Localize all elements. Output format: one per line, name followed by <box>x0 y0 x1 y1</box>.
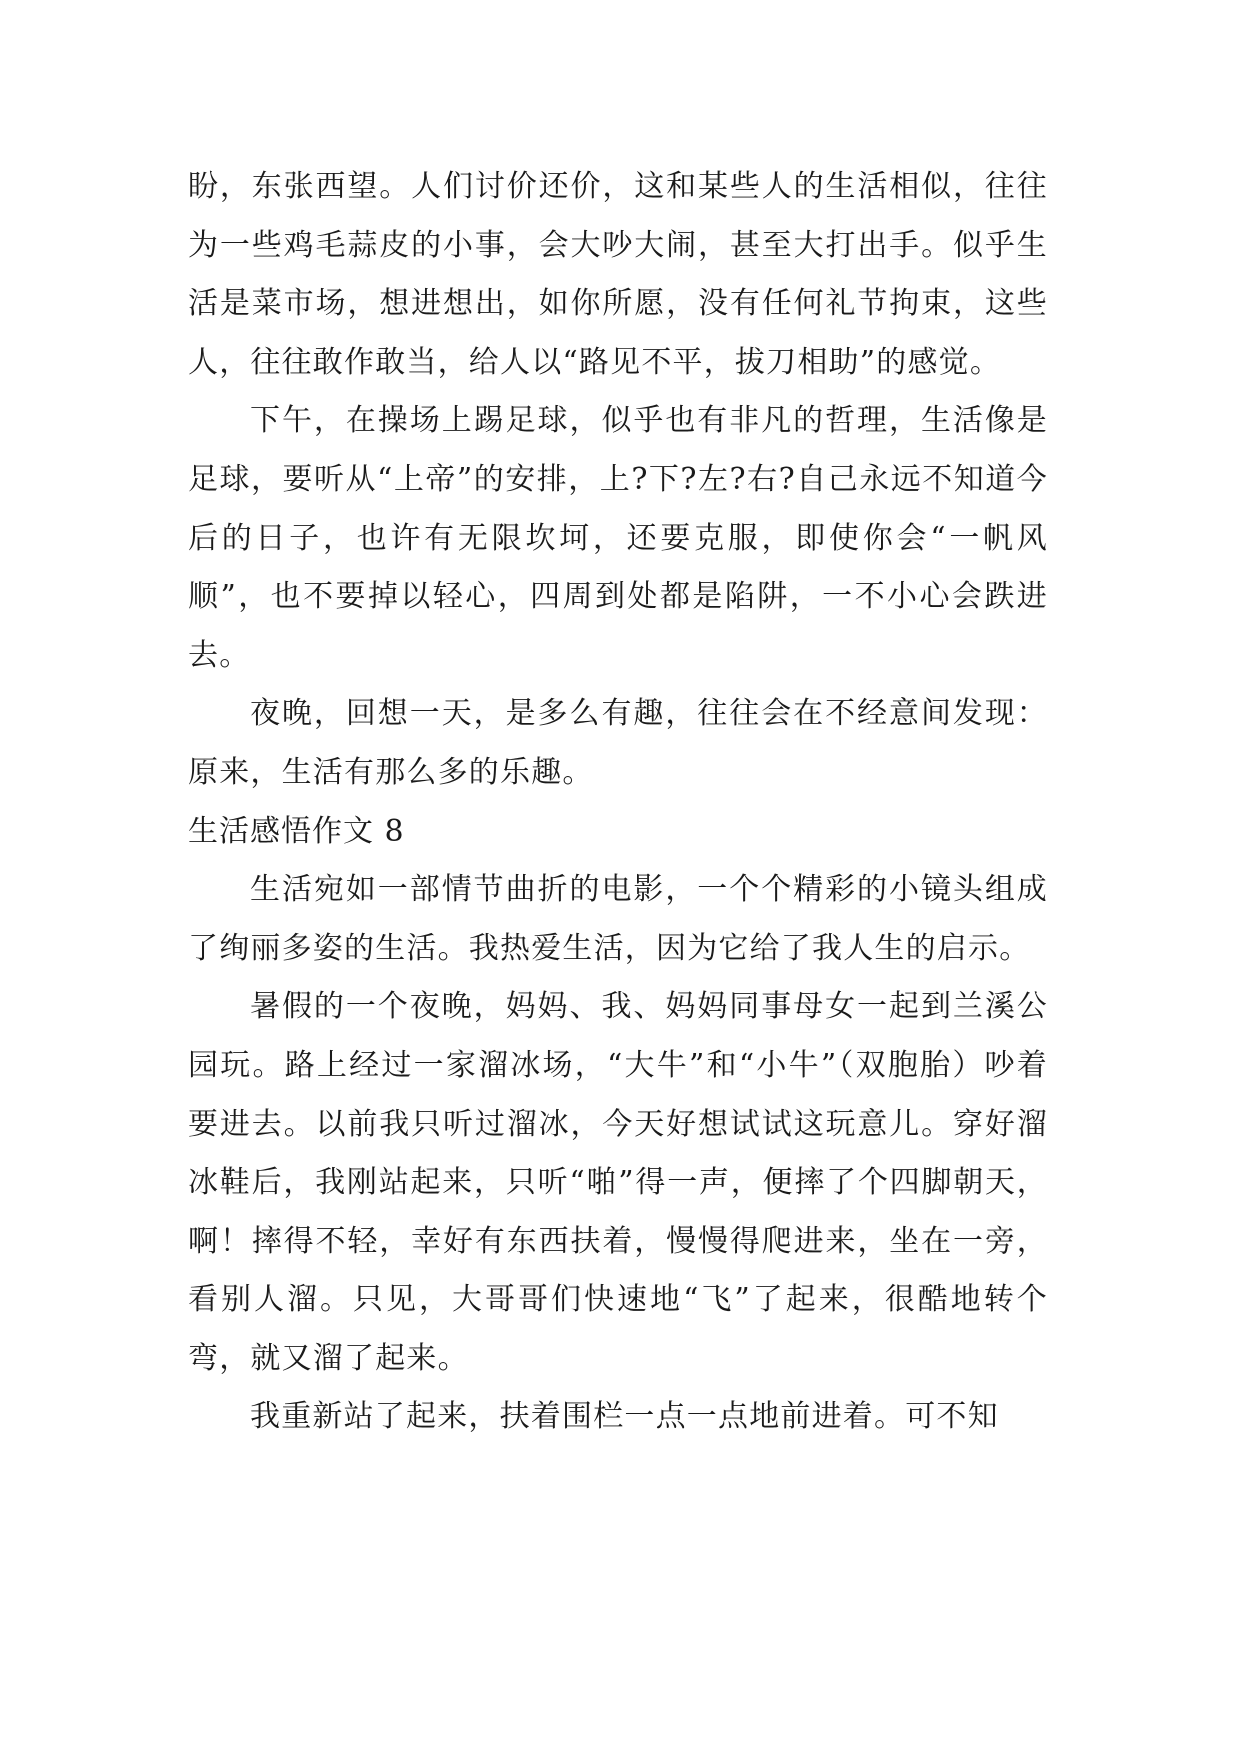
paragraph-evening: 夜晚，回想一天，是多么有趣，往往会在不经意间发现：原来，生活有那么多的乐趣。 <box>188 696 1048 790</box>
paragraph-stand-up: 我重新站了起来，扶着围栏一点一点地前进着。可不知 <box>250 1399 999 1435</box>
paragraph-afternoon-football: 下午，在操场上踢足球，似乎也有非凡的哲理，生活像是足球，要听从“上帝”的安排，上?下?左?右?自己永远不知道今后的日子，也许有无限坎坷，还要克服，即使你会“一帆风顺”，也不要掉以轻心，四周到处都是陷阱，一不小心会跌进去。 <box>188 403 1048 673</box>
section-heading: 生活感悟作文 8 <box>188 813 405 849</box>
paragraph-life-movie: 生活宛如一部情节曲折的电影，一个个精彩的小镜头组成了绚丽多姿的生活。我热爱生活，因为它给了我人生的启示。 <box>188 872 1048 966</box>
document-body <box>188 158 1048 1447</box>
paragraph-skating: 暑假的一个夜晚，妈妈、我、妈妈同事母女一起到兰溪公园玩。路上经过一家溜冰场，“大牛”和“小牛”（双胞胎）吵着要进去。以前我只听过溜冰，今天好想试试这玩意儿。穿好溜冰鞋后，我刚站起来，只听“啪”得一声，便摔了个四脚朝天，啊！摔得不轻，幸好有东西扶着，慢慢得爬进来，坐在一旁，看别人溜。只见，大哥哥们快速地“飞”了起来，很酷地转个弯，就又溜了起来。 <box>188 989 1048 1376</box>
paragraph-market: 盼，东张西望。人们讨价还价，这和某些人的生活相似，往往为一些鸡毛蒜皮的小事，会大吵大闹，甚至大打出手。似乎生活是菜市场，想进想出，如你所愿，没有任何礼节拘束，这些人，往往敢作敢当，给人以“路见不平，拔刀相助”的感觉。 <box>188 169 1048 380</box>
